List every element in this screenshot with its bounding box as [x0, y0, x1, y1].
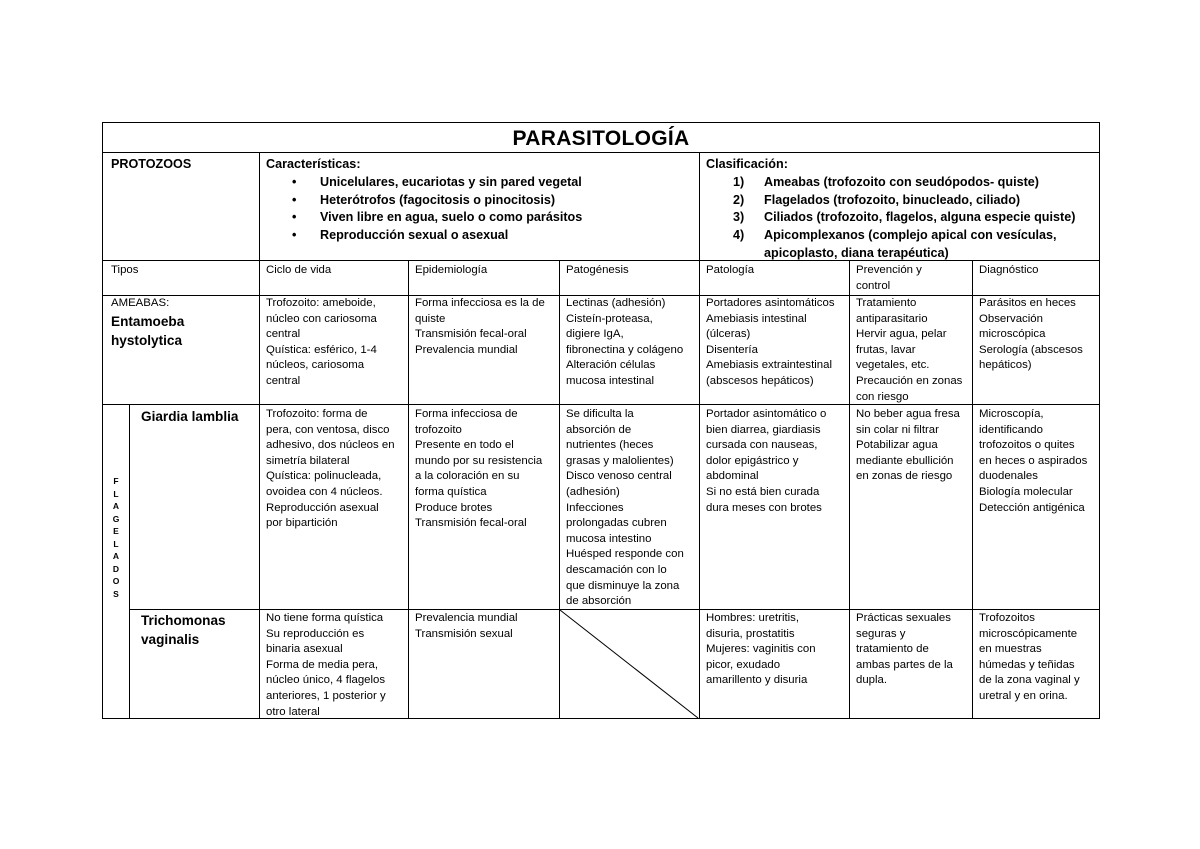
cell-line: Mujeres: vaginitis con — [706, 643, 816, 656]
cell-line: duodenales — [979, 470, 1038, 483]
cell-line: tratamiento de — [856, 643, 929, 656]
cell-line: Forma infecciosa de — [415, 408, 518, 420]
cell-line: A — [112, 501, 120, 511]
clasificacion-item-cont: apicoplasto, diana terapéutica) — [764, 245, 949, 260]
group-label: AMEABAS: — [111, 297, 170, 309]
cell-line: dolor epigástrico y — [706, 454, 799, 467]
ameabas-patogenesis — [566, 296, 683, 390]
cell-line: frutas, lavar — [856, 343, 916, 356]
rule-title — [103, 152, 1099, 153]
empty-cell-diagonal — [559, 609, 699, 719]
cell-line: F — [113, 476, 119, 486]
page-title: PARASITOLOGÍA — [512, 127, 690, 150]
cell-line: (adhesión) — [566, 485, 620, 498]
cell-line: quiste — [415, 312, 446, 325]
cell-line: vegetales, etc. — [856, 359, 930, 372]
cell-line: G — [112, 513, 120, 524]
cell-line: Detección antigénica — [979, 501, 1085, 514]
species-name: Entamoeba — [111, 313, 185, 329]
cell-line: amarillento y disuria — [706, 674, 808, 687]
col-header-epidemiologia: Epidemiología — [415, 264, 488, 276]
col-header-patogenesis: Patogénesis — [566, 264, 629, 276]
trichomonas-diagnostico — [979, 611, 1080, 705]
cell-line: digiere IgA, — [566, 328, 624, 341]
cell-line: Si no está bien curada — [706, 485, 820, 498]
cell-line: Disentería — [706, 343, 758, 356]
rule-col-patologia — [699, 152, 700, 718]
cell-line: ambas partes de la — [856, 658, 953, 671]
cell-line: trofozoito — [415, 423, 462, 436]
clasificacion-item — [706, 209, 1075, 227]
giardia-prevencion — [856, 407, 960, 485]
caracteristicas-block — [266, 156, 582, 245]
cell-line: Observación — [979, 312, 1043, 325]
ameabas-epidemiologia — [415, 296, 545, 358]
cell-line: dupla. — [856, 674, 888, 687]
giardia-patologia — [706, 407, 826, 516]
clasificacion-item — [706, 174, 1075, 192]
parasitology-table — [102, 122, 1100, 719]
caracteristicas-item: • Unicelulares, eucariotas y sin pared vegetal — [266, 174, 582, 192]
caracteristicas-item: • Heterótrofos (fagocitosis o pinocitosis) — [266, 192, 582, 210]
trichomonas-prevencion — [856, 611, 953, 689]
cell-line: Hervir agua, pelar — [856, 328, 947, 341]
cell-line: núcleos, cariosoma — [266, 359, 365, 372]
cell-line: grasas y malolientes) — [566, 454, 674, 467]
trichomonas-ciclo — [266, 611, 386, 720]
cell-line: simetría bilateral — [266, 454, 350, 467]
cell-line: adhesivo, dos núcleos en — [266, 439, 395, 452]
cell-line: central — [266, 374, 301, 387]
rule-flagelados — [129, 404, 130, 718]
cell-line: de la zona vaginal y — [979, 674, 1080, 687]
cell-line: cursada con nauseas, — [706, 439, 818, 452]
col-header-prevencion — [856, 263, 922, 294]
item-number: 4) — [733, 228, 745, 243]
cell-line: Se dificulta la — [566, 408, 634, 420]
species-name: Giardia lamblia — [141, 409, 239, 424]
header-line: control — [856, 279, 891, 292]
cell-line: E — [113, 526, 119, 536]
cell-line: forma quística — [415, 485, 487, 498]
trichomonas-patologia — [706, 611, 816, 689]
cell-line: Disco venoso central — [566, 470, 672, 483]
cell-line: Trofozoito: forma de — [266, 408, 368, 420]
cell-line: Precaución en zonas — [856, 374, 963, 387]
cell-line: dura meses con brotes — [706, 501, 822, 514]
cell-line: (abscesos hepáticos) — [706, 374, 814, 387]
cell-line: Portador asintomático o — [706, 408, 827, 420]
clasificacion-label: Clasificación: — [706, 157, 788, 171]
cell-line: Alteración células — [566, 359, 656, 372]
item-text: Apicomplexanos (complejo apical con vesículas, — [764, 228, 1057, 243]
cell-line: picor, exudado — [706, 658, 781, 671]
cell-line: Serología (abscesos — [979, 343, 1083, 356]
clasificacion-item — [706, 192, 1075, 210]
cell-line: seguras y — [856, 627, 906, 640]
cell-line: nutrientes (heces — [566, 439, 654, 452]
cell-line: microscópicamente — [979, 627, 1078, 640]
clasificacion-item — [706, 227, 1075, 245]
cell-line: núcleo único, 4 flagelos — [266, 674, 386, 687]
rule-col-diag — [972, 260, 973, 718]
cell-line: núcleo con cariosoma — [266, 312, 377, 325]
species-name: Trichomonas — [141, 613, 226, 628]
ameabas-ciclo — [266, 296, 377, 390]
cell-line: absorción de — [566, 423, 632, 436]
cell-line: No tiene forma quística — [266, 612, 384, 624]
cell-line: Presente en todo el — [415, 439, 514, 452]
species-name: vaginalis — [141, 632, 200, 647]
item-number: 1) — [733, 174, 745, 189]
cell-line: Hombres: uretritis, — [706, 612, 800, 624]
giardia-ciclo — [266, 407, 395, 532]
cell-line: central — [266, 328, 301, 341]
cell-line: fibronectina y colágeno — [566, 343, 684, 356]
cell-line: Amebiasis extraintestinal — [706, 359, 832, 372]
giardia-patogenesis — [566, 407, 684, 610]
item-text: Ciliados (trofozoito, flagelos, alguna especie quiste) — [764, 210, 1076, 225]
cell-line: Prevalencia mundial — [415, 343, 518, 356]
cell-line: L — [113, 538, 119, 549]
item-number: 3) — [733, 210, 745, 225]
cell-line: en heces o aspirados — [979, 454, 1088, 467]
col-header-patologia: Patología — [706, 264, 755, 276]
trichomonas-epidemiologia — [415, 611, 518, 642]
cell-line: Cisteín-proteasa, — [566, 312, 653, 325]
item-text: Ameabas (trofozoito con seudópodos- quiste) — [764, 174, 1039, 189]
cell-line: descamación con lo — [566, 563, 667, 576]
cell-line: No beber agua fresa — [856, 408, 960, 420]
cell-line: binaria asexual — [266, 643, 343, 656]
cell-line: Reproducción asexual — [266, 501, 379, 514]
cell-line: Microscopía, — [979, 408, 1044, 420]
cell-line: Amebiasis intestinal — [706, 312, 807, 325]
cell-line: Prevalencia mundial — [415, 612, 518, 624]
cell-line: bien diarrea, giardiasis — [706, 423, 821, 436]
cell-line: Tratamiento — [856, 297, 917, 309]
rule-col-prev — [849, 260, 850, 718]
cell-line: mucosa intestino — [566, 532, 652, 545]
cell-line: Lectinas (adhesión) — [566, 297, 666, 309]
cell-line: Prácticas sexuales — [856, 612, 951, 624]
cell-line: mediante ebullición — [856, 454, 954, 467]
cell-line: Huésped responde con — [566, 548, 684, 561]
cell-line: de absorción — [566, 595, 632, 608]
protozoos-label: PROTOZOOS — [111, 157, 192, 171]
rule-col-epi — [408, 260, 409, 718]
cell-line: Parásitos en heces — [979, 297, 1076, 309]
clasificacion-block — [706, 156, 1075, 263]
cell-line: identificando — [979, 423, 1043, 436]
cell-line: D — [112, 563, 120, 574]
caracteristicas-item: • Reproducción sexual o asexual — [266, 227, 582, 245]
cell-line: prolongadas cubren — [566, 517, 667, 530]
col-header-ciclo: Ciclo de vida — [266, 264, 332, 276]
ameabas-diagnostico — [979, 296, 1083, 374]
col-header-diagnostico: Diagnóstico — [979, 264, 1039, 276]
cell-line: mucosa intestinal — [566, 374, 655, 387]
cell-line: O — [112, 576, 120, 586]
cell-line: A — [112, 551, 120, 561]
cell-line: Trofozoito: ameboide, — [266, 297, 376, 309]
cell-line: con riesgo — [856, 390, 909, 403]
cell-line: disuria, prostatitis — [706, 627, 795, 640]
cell-line: Forma de media pera, — [266, 658, 379, 671]
cell-line: otro lateral — [266, 705, 320, 718]
item-text: Flagelados (trofozoito, binucleado, ciliado) — [764, 192, 1021, 207]
cell-line: a la coloración en su — [415, 470, 520, 483]
cell-line: húmedas y teñidas — [979, 658, 1075, 671]
flagelados-vertical-label — [103, 475, 129, 600]
cell-line: Transmisión fecal-oral — [415, 517, 527, 530]
cell-line: Su reproducción es — [266, 627, 365, 640]
giardia-diagnostico — [979, 407, 1087, 516]
cell-line: abdominal — [706, 470, 759, 483]
cell-line: Quística: esférico, 1-4 — [266, 343, 377, 356]
giardia-type-cell — [141, 407, 238, 426]
cell-line: sin colar ni filtrar — [856, 423, 939, 436]
cell-line: microscópica — [979, 328, 1046, 341]
cell-line: anteriores, 1 posterior y — [266, 689, 386, 702]
cell-line: L — [113, 488, 119, 499]
cell-line: Biología molecular — [979, 485, 1073, 498]
cell-line: Forma infecciosa es la de — [415, 297, 545, 309]
ameabas-prevencion — [856, 296, 962, 405]
caracteristicas-item: • Viven libre en agua, suelo o como parásitos — [266, 209, 582, 227]
cell-line: mundo por su resistencia — [415, 454, 543, 467]
cell-line: antiparasitario — [856, 312, 928, 325]
cell-line: en muestras — [979, 643, 1042, 656]
cell-line: S — [113, 588, 119, 599]
caracteristicas-label: Características: — [266, 157, 361, 171]
col-header-tipos: Tipos — [111, 264, 139, 276]
cell-line: que disminuye la zona — [566, 579, 680, 592]
trichomonas-type-cell — [141, 611, 226, 649]
cell-line: hepáticos) — [979, 359, 1032, 372]
rule-col-ciclo — [259, 152, 260, 718]
cell-line: ovoidea con 4 núcleos. — [266, 485, 383, 498]
cell-line: Trofozoitos — [979, 612, 1035, 624]
giardia-epidemiologia — [415, 407, 542, 532]
item-number: 2) — [733, 192, 745, 207]
cell-line: uretral y en orina. — [979, 689, 1068, 702]
header-line: Prevención y — [856, 264, 922, 276]
ameabas-patologia — [706, 296, 835, 390]
cell-line: Quística: polinucleada, — [266, 470, 382, 483]
cell-line: Potabilizar agua — [856, 439, 938, 452]
cell-line: por bipartición — [266, 517, 338, 530]
cell-line: Transmisión fecal-oral — [415, 328, 527, 341]
species-name: hystolytica — [111, 332, 183, 348]
cell-line: (úlceras) — [706, 328, 751, 341]
cell-line: Portadores asintomáticos — [706, 297, 835, 309]
cell-line: Infecciones — [566, 501, 624, 514]
cell-line: en zonas de riesgo — [856, 470, 953, 483]
cell-line: pera, con ventosa, disco — [266, 423, 390, 436]
cell-line: Transmisión sexual — [415, 627, 513, 640]
cell-line: trofozoitos o quites — [979, 439, 1075, 452]
ameabas-type-cell — [111, 296, 184, 350]
cell-line: Produce brotes — [415, 501, 493, 514]
